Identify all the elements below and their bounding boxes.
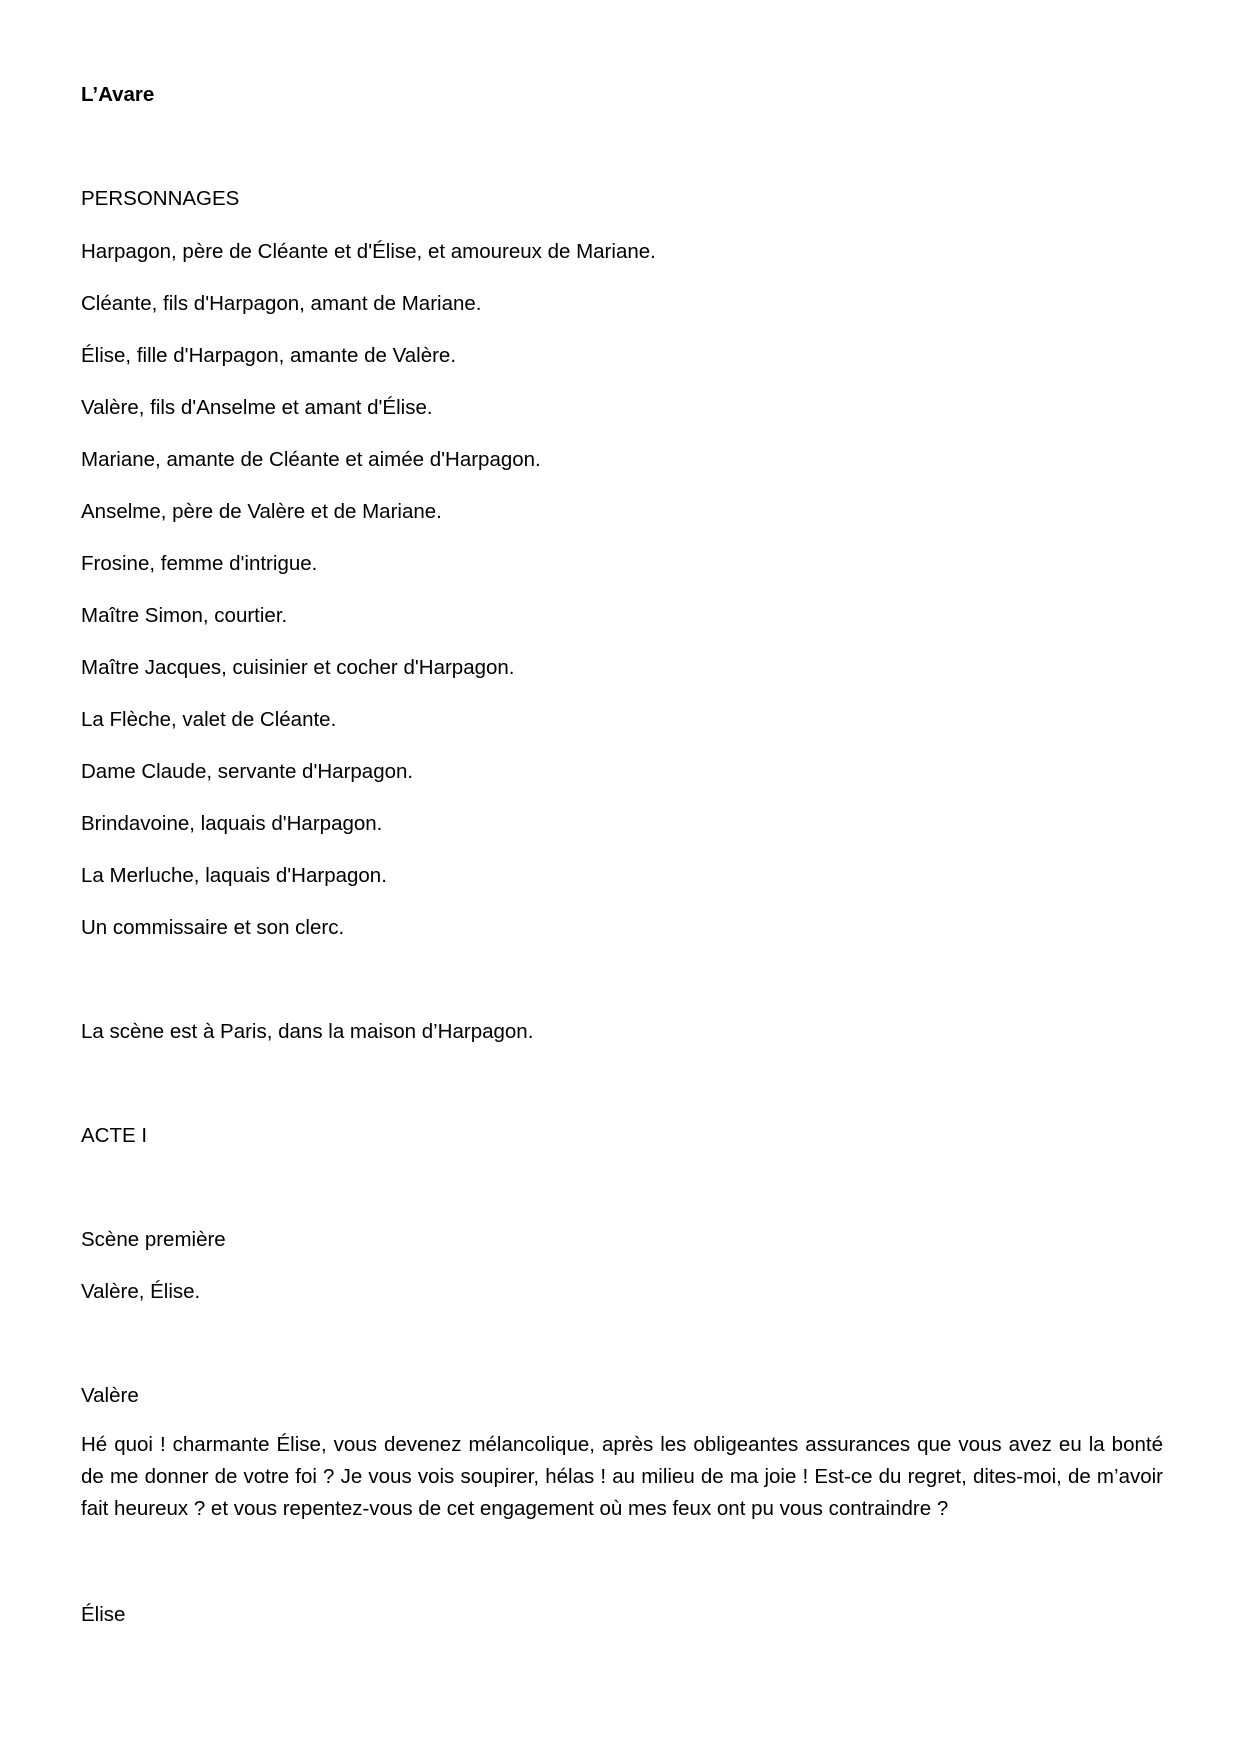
personnage-frosine: Frosine, femme d'intrigue.: [81, 552, 318, 575]
speech-valere: Hé quoi ! charmante Élise, vous devenez mélancolique, après les obligeantes assurances que vous avez eu la bonté de me donner de votre foi ? Je vous vois soupirer, hélas ! au milieu de ma joie ! Est-ce du regret, dites-moi, de m’avoir fait heureux ? et vous repentez-vous de cet engagement où mes feux ont pu vous contraindre ?: [81, 1433, 1163, 1520]
scene-heading: Scène première: [81, 1228, 226, 1251]
personnage-mariane: Mariane, amante de Cléante et aimée d'Harpagon.: [81, 448, 541, 471]
document-title: L’Avare: [81, 83, 155, 106]
personnage-anselme: Anselme, père de Valère et de Mariane.: [81, 500, 442, 523]
personnage-brindavoine: Brindavoine, laquais d'Harpagon.: [81, 812, 383, 835]
personnages-heading: PERSONNAGES: [81, 187, 240, 210]
personnage-la-fleche: La Flèche, valet de Cléante.: [81, 708, 337, 731]
personnage-dame-claude: Dame Claude, servante d'Harpagon.: [81, 760, 414, 783]
personnage-maitre-jacques: Maître Jacques, cuisinier et cocher d'Harpagon.: [81, 656, 515, 679]
act-heading: ACTE I: [81, 1124, 148, 1147]
speaker-valere: Valère: [81, 1384, 139, 1407]
personnage-commissaire: Un commissaire et son clerc.: [81, 916, 345, 939]
personnage-maitre-simon: Maître Simon, courtier.: [81, 604, 288, 627]
personnage-valere: Valère, fils d'Anselme et amant d'Élise.: [81, 396, 433, 419]
personnage-elise: Élise, fille d'Harpagon, amante de Valère.: [81, 344, 457, 367]
scene-characters: Valère, Élise.: [81, 1280, 201, 1303]
personnage-la-merluche: La Merluche, laquais d'Harpagon.: [81, 864, 387, 887]
speaker-elise: Élise: [81, 1603, 126, 1626]
personnage-cleante: Cléante, fils d'Harpagon, amant de Mariane.: [81, 292, 482, 315]
personnage-harpagon: Harpagon, père de Cléante et d'Élise, et amoureux de Mariane.: [81, 240, 656, 263]
setting-line: La scène est à Paris, dans la maison d’Harpagon.: [81, 1020, 534, 1043]
